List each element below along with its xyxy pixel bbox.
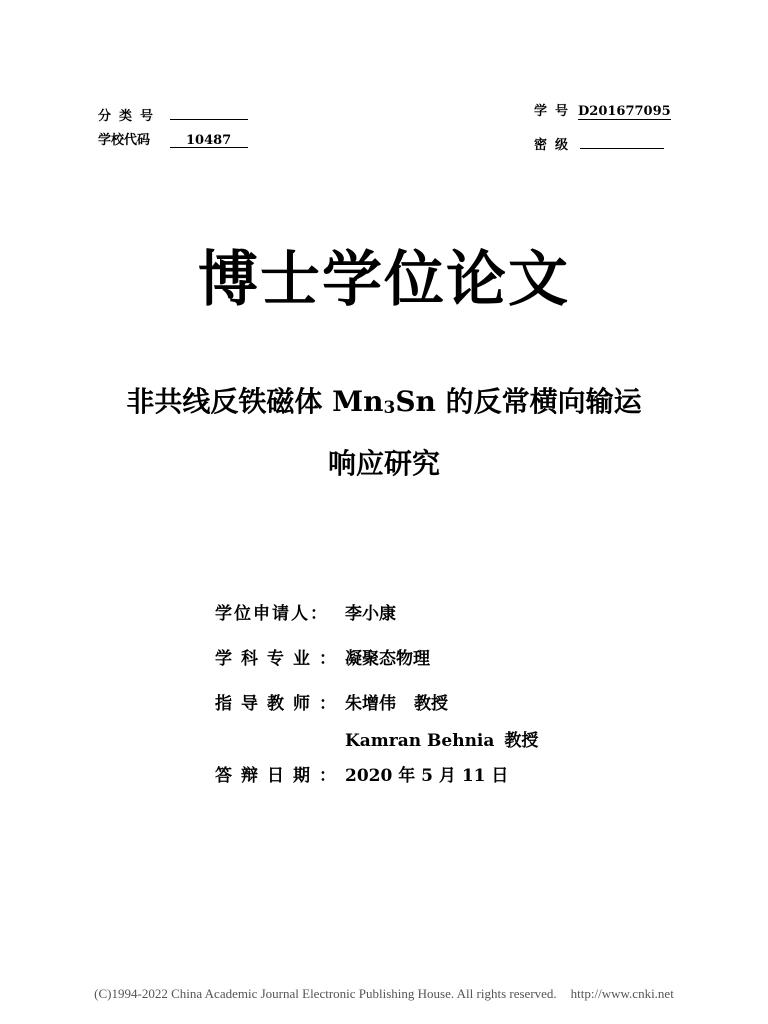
advisor-label: 指导教师： bbox=[215, 694, 345, 714]
defense-date-row bbox=[215, 765, 508, 787]
defense-date-label: 答辩日期： bbox=[215, 766, 345, 786]
thesis-title-line2: 响应研究 bbox=[327, 447, 440, 480]
secrecy-level bbox=[534, 133, 664, 154]
advisor2-name: Kamran Behnia bbox=[345, 731, 495, 751]
student-id-value: D201677095 bbox=[578, 104, 671, 119]
secrecy-label: 密级 bbox=[534, 138, 577, 153]
advisor2-title: 教授 bbox=[504, 731, 539, 751]
school-code bbox=[98, 133, 248, 149]
advisor1-title: 教授 bbox=[414, 694, 448, 714]
student-id bbox=[534, 104, 671, 120]
copyright-footer bbox=[0, 986, 768, 1002]
applicant-value: 李小康 bbox=[345, 604, 396, 624]
classification-label: 分类号 bbox=[98, 109, 162, 124]
major-label: 学科专业： bbox=[215, 649, 345, 669]
school-code-label: 学校代码 bbox=[98, 133, 151, 148]
copyright-text: (C)1994-2022 China Academic Journal Electronic Publishing House. All rights reserved. bbox=[94, 986, 557, 1001]
applicant-label: 学位申请人： bbox=[215, 604, 329, 624]
major-row bbox=[215, 648, 430, 670]
school-code-value: 10487 bbox=[170, 133, 248, 148]
secrecy-value bbox=[580, 133, 664, 149]
degree-title: 博士学位论文 bbox=[198, 245, 570, 315]
thesis-title-subscript: 3 bbox=[383, 398, 396, 418]
defense-date-value: 2020 年 5 月 11 日 bbox=[345, 766, 509, 786]
applicant-row bbox=[215, 603, 396, 625]
classification-number bbox=[98, 104, 248, 125]
thesis-title-prefix: 非共线反铁磁体 Mn bbox=[126, 385, 384, 418]
advisor2-row bbox=[345, 730, 538, 752]
advisor1-name: 朱增伟 bbox=[345, 694, 396, 714]
classification-value bbox=[170, 104, 248, 120]
cnki-link[interactable]: http://www.cnki.net bbox=[570, 986, 674, 1001]
major-value: 凝聚态物理 bbox=[345, 649, 430, 669]
student-id-label: 学号 bbox=[534, 104, 577, 119]
thesis-title-suffix: Sn 的反常横向输运 bbox=[395, 385, 642, 418]
thesis-title-line1 bbox=[0, 384, 768, 426]
advisor-row bbox=[215, 693, 448, 715]
